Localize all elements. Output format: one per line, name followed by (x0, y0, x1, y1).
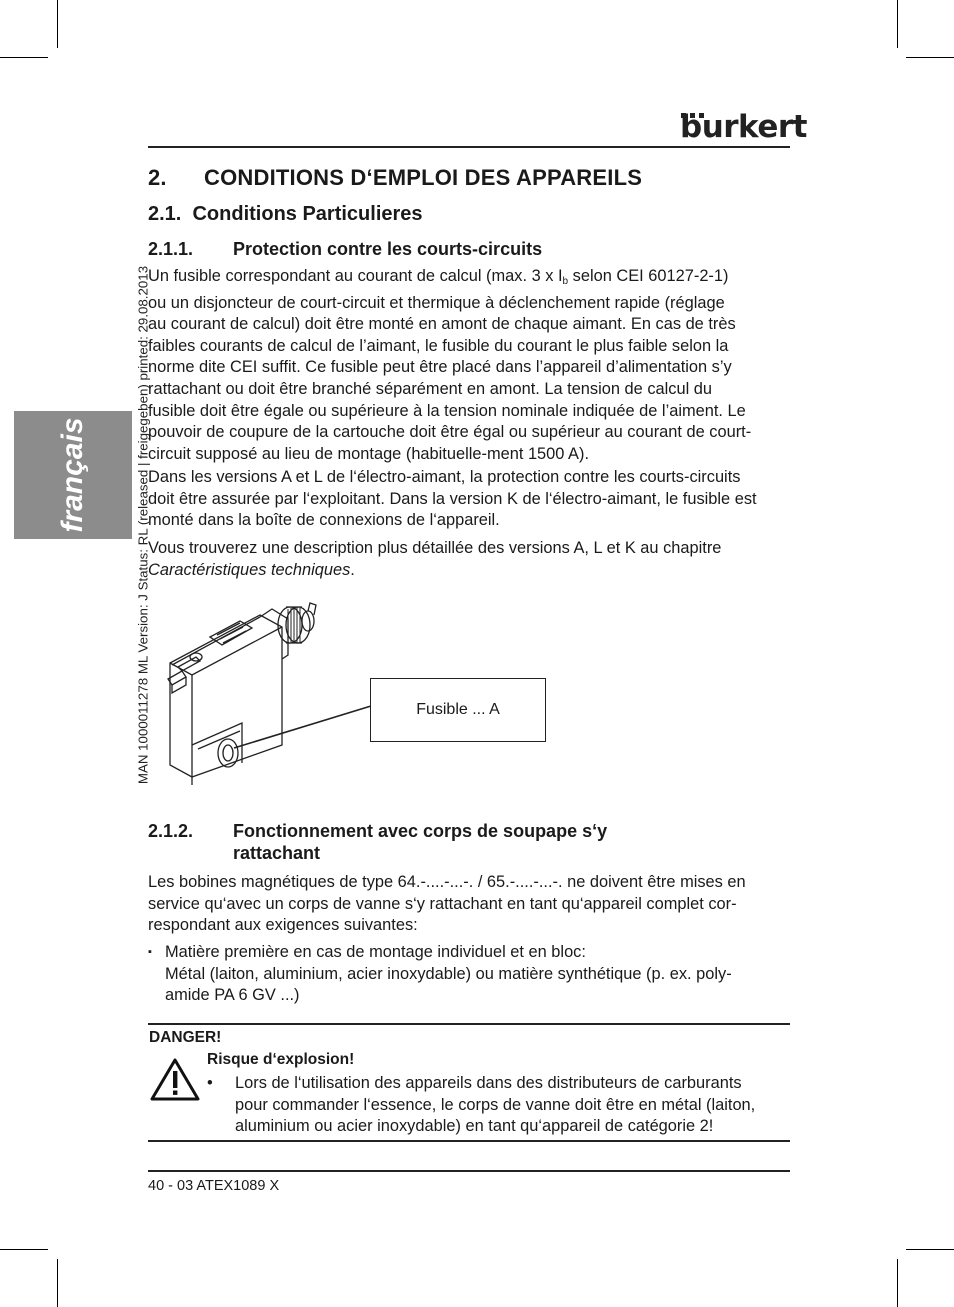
danger-top-rule (148, 1023, 790, 1025)
paragraph-reference: Vous trouverez une description plus détaillée des versions A, L et K au chapitre Caractéristiques techniques. (148, 539, 722, 579)
language-tab-label: français (56, 417, 89, 533)
crop-mark (57, 1259, 58, 1307)
crop-mark (0, 57, 48, 58)
crop-mark (57, 0, 58, 48)
callout-leader-line (230, 700, 375, 752)
solenoid-valve-illustration (160, 595, 360, 785)
crop-mark (0, 1249, 48, 1250)
crop-mark (906, 1249, 954, 1250)
fuse-callout-label: Fusible ... A (416, 701, 500, 718)
burkert-logo (680, 105, 807, 145)
subsection-heading: 2.1. Conditions Particulieres (148, 203, 423, 225)
explosion-risk-title: Risque d‘explosion! (207, 1051, 355, 1068)
fuse-callout-box (370, 678, 546, 742)
subsubsection-heading-1: 2.1.1. Protection contre les courts-circuits (148, 239, 543, 259)
paragraph-versions: Dans les versions A et L de l‘électro-aimant, la protection contre les courts-circuits doit être assurée par l‘exploitant. Dans la version K de l‘électro-aimant, le fusible est monté dans la boîte de connexions de l‘appareil. (148, 468, 757, 530)
header-rule (148, 146, 790, 148)
crop-mark (897, 1259, 898, 1307)
footer-rule (148, 1170, 790, 1172)
danger-title: DANGER! (149, 1029, 222, 1046)
logo-text: burkert (680, 109, 807, 145)
crop-mark (906, 57, 954, 58)
paragraph-magnetic-coils: Les bobines magnétiques de type 64.-....-...-. / 65.-....-...-. ne doivent être mises en service qu‘avec un corps de vanne s‘y rattachant en tant qu‘appareil complet cor- respondant aux exigences suivantes: (148, 873, 746, 935)
paragraph-fuse: Un fusible correspondant au courant de calcul (max. 3 x $I_b$ selon CEI 60127-2-1) ou un disjoncteur de court-circuit et thermique à déclenchement rapide (réglage au courant de calcul) doit être monté en amont de chaque aimant. En cas de très faibles courants de calcul de l’aimant, le fusible du courant le plus faible selon la norme dite CEI suffit. Ce fusible peut être placé dans l’appareil d’alimentation s’y rattachant ou doit être branché séparément en amont. La tension de calcul du fusible doit être égale ou supérieure à la tension nominale indiquée de l’aiment. Le pouvoir de coupure de la cartouche doit être égal ou supérieur au courant de court- circuit supposé au lieu de montage (habituelle-ment 1500 A). (148, 267, 752, 463)
warning-triangle-icon (149, 1057, 201, 1102)
page-footer: 40 - 03 ATEX1089 X (148, 1178, 280, 1194)
danger-bottom-rule (148, 1140, 790, 1142)
section-heading: 2. CONDITIONS D‘EMPLOI DES APPAREILS (148, 165, 643, 190)
crop-mark (897, 0, 898, 48)
